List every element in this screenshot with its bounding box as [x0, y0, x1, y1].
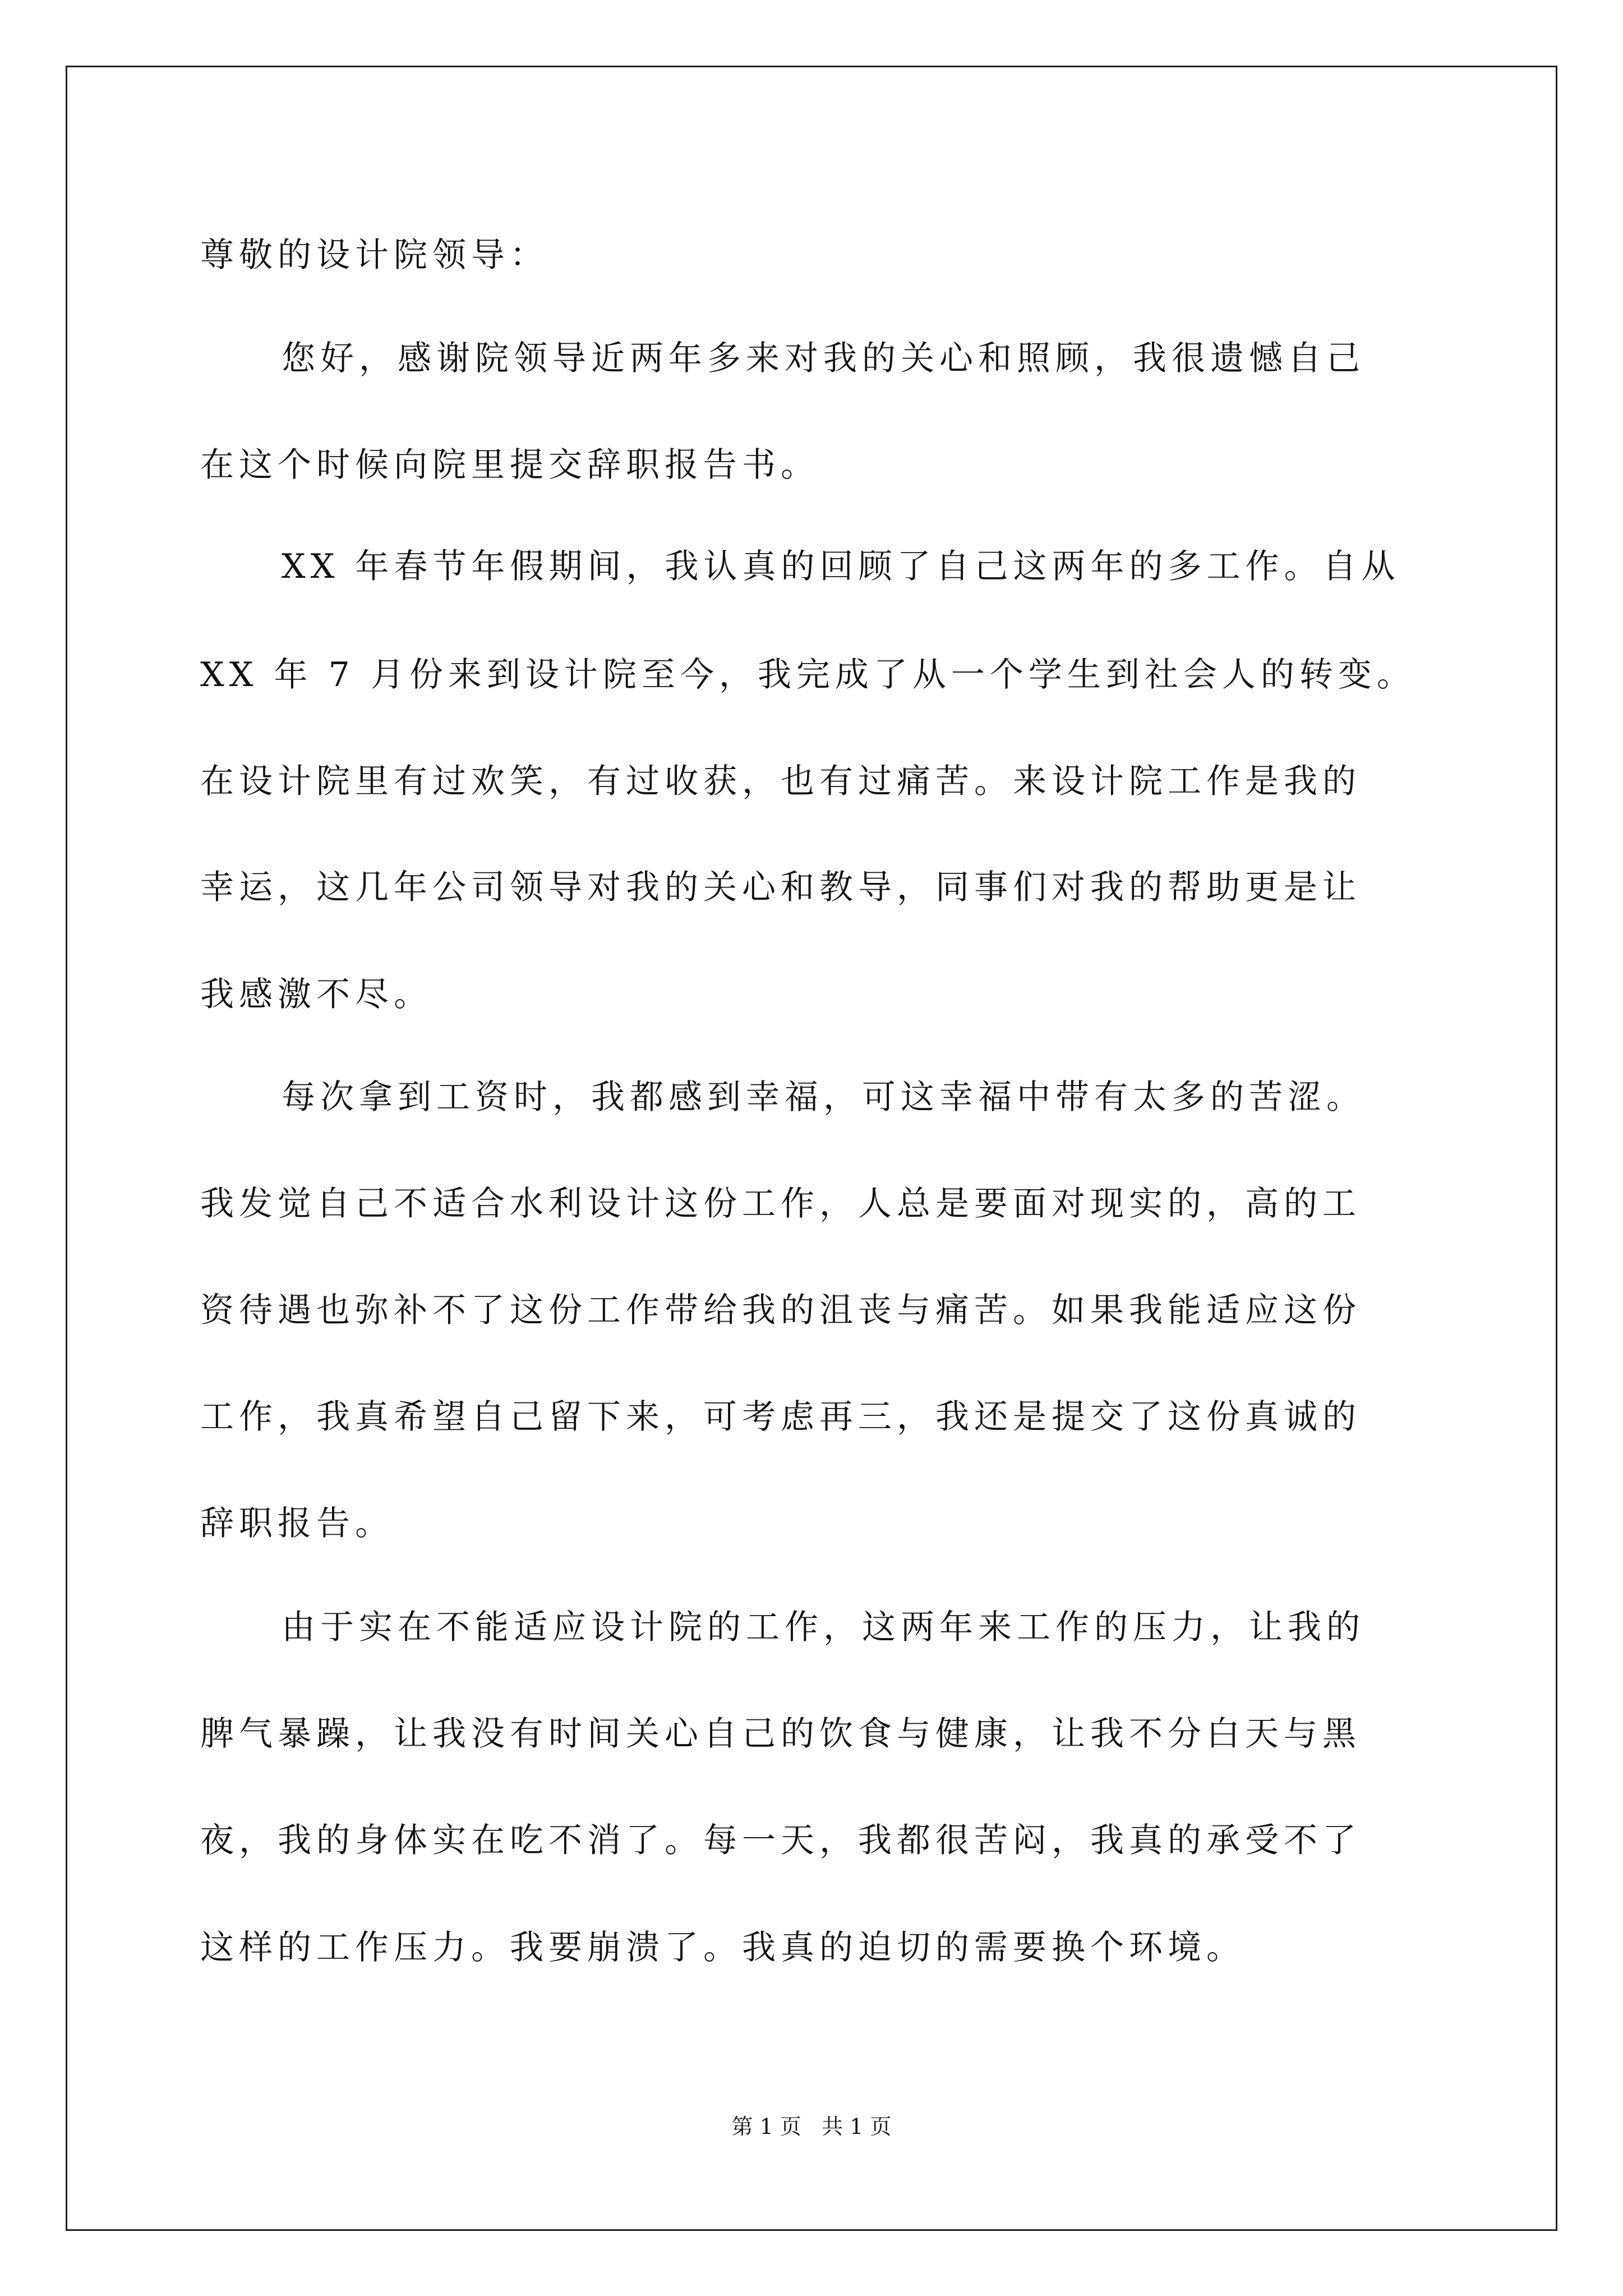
paragraph-1-line-2: 在这个时候向院里提交辞职报告书。	[200, 445, 819, 485]
paragraph-2-line-3: 在设计院里有过欢笑，有过收获，也有过痛苦。来设计院工作是我的	[200, 762, 1361, 801]
paragraph-3-line-1: 每次拿到工资时，我都感到幸福，可这幸福中带有太多的苦涩。	[282, 1078, 1365, 1117]
paragraph-1-line-1: 您好，感谢院领导近两年多来对我的关心和照顾，我很遗憾自己	[282, 339, 1365, 378]
paragraph-3-line-3: 资待遇也弥补不了这份工作带给我的沮丧与痛苦。如果我能适应这份	[200, 1291, 1361, 1330]
paragraph-4-line-4: 这样的工作压力。我要崩溃了。我真的迫切的需要换个环境。	[200, 1928, 1245, 1967]
paragraph-3-line-2: 我发觉自己不适合水利设计这份工作，人总是要面对现实的，高的工	[200, 1184, 1361, 1223]
paragraph-4-line-1: 由于实在不能适应设计院的工作，这两年来工作的压力，让我的	[282, 1608, 1365, 1647]
page-border	[66, 66, 1557, 2231]
paragraph-2-line-4: 幸运，这几年公司领导对我的关心和教导，同事们对我的帮助更是让	[200, 868, 1361, 907]
paragraph-2-line-5: 我感激不尽。	[200, 975, 432, 1014]
paragraph-2-line-2: XX 年 7 月份来到设计院至今，我完成了从一个学生到社会人的转变。	[200, 655, 1415, 694]
paragraph-2-line-1: XX 年春节年假期间，我认真的回顾了自己这两年的多工作。自从	[282, 547, 1400, 586]
paragraph-3-line-5: 辞职报告。	[200, 1504, 394, 1543]
salutation: 尊敬的设计院领导：	[200, 236, 548, 275]
page-number-footer: 第 1 页 共 1 页	[731, 2114, 892, 2139]
paragraph-4-line-2: 脾气暴躁，让我没有时间关心自己的饮食与健康，让我不分白天与黑	[200, 1714, 1361, 1754]
paragraph-3-line-4: 工作，我真希望自己留下来，可考虑再三，我还是提交了这份真诚的	[200, 1397, 1361, 1437]
paragraph-4-line-3: 夜，我的身体实在吃不消了。每一天，我都很苦闷，我真的承受不了	[200, 1821, 1361, 1860]
